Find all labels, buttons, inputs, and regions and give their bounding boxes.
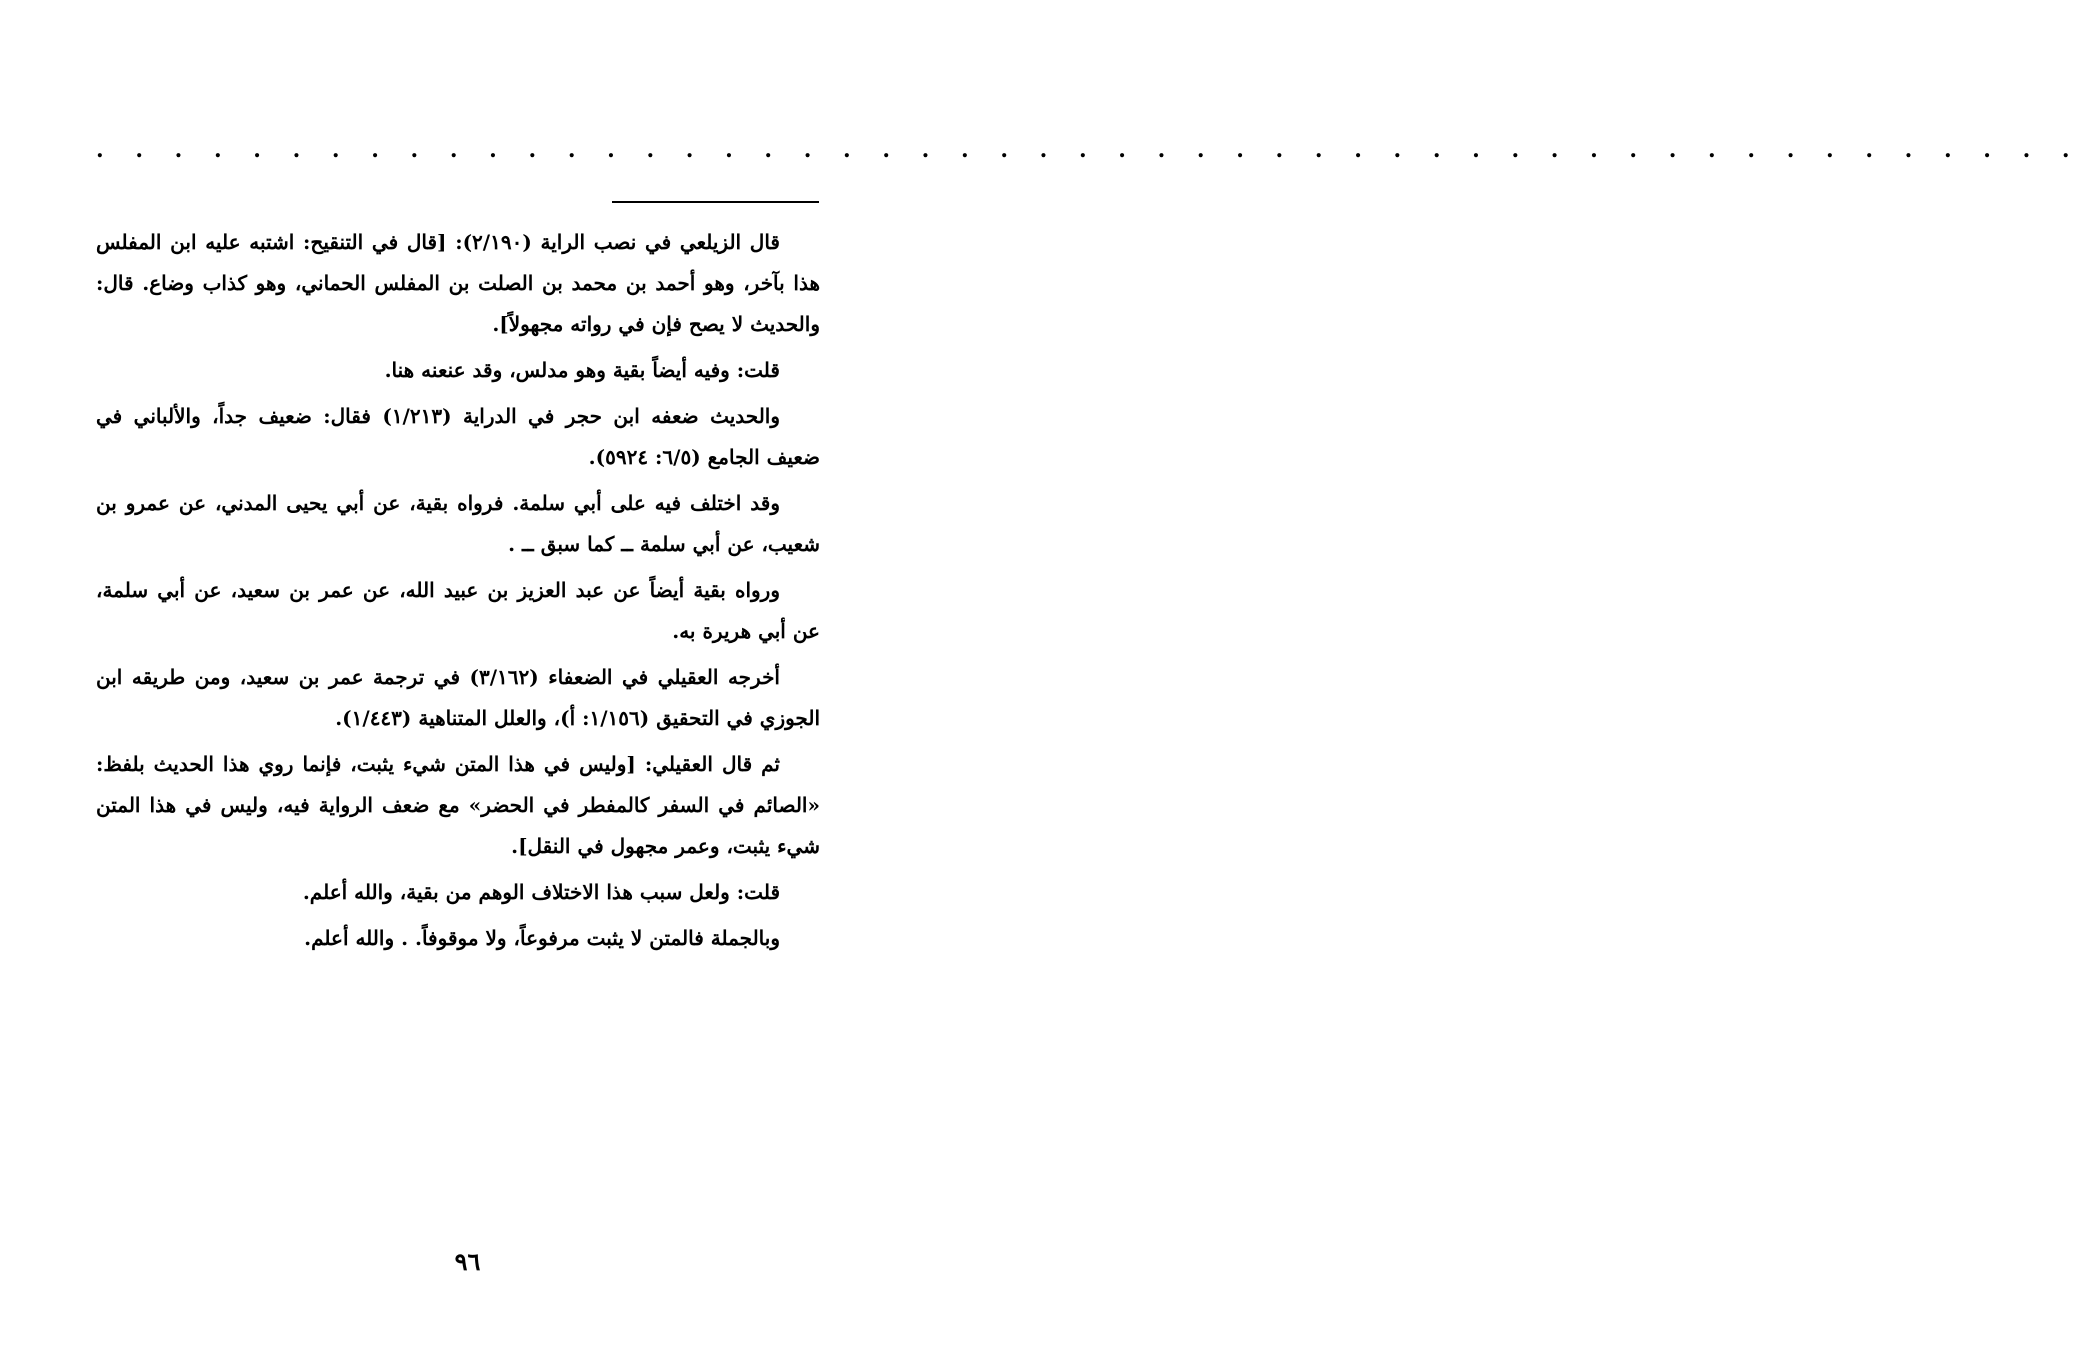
footnote-body [96,222,820,964]
footnote-paragraph-riwaya-ukhra: ورواه بقية أيضاً عن عبد العزيز بن عبيد الله، عن عمر بن سعيد، عن أبي سلمة، عن أبي هريرة به. [96,578,820,643]
footnote-paragraph-takhrij-uqayli: أخرجه العقيلي في الضعفاء (٣/١٦٢) في ترجمة عمر بن سعيد، ومن طريقه ابن الجوزي في التحقيق (١/١٥٦: أ)، والعلل المتناهية (١/٤٤٣). [96,665,820,730]
footnote-paragraph-zaylai: قال الزيلعي في نصب الراية (٢/١٩٠): [قال في التنقيح: اشتبه عليه ابن المفلس هذا بآخر، وهو أحمد بن محمد بن الصلت بن المفلس الحماني، وهو كذاب وضاع. قال: والحديث لا يصح فإن في رواته مجهولاً]. [96,230,820,336]
footnote-paragraph-khulasa: وبالجملة فالمتن لا يثبت مرفوعاً، ولا موقوفاً. . والله أعلم. [304,926,780,950]
footnote-rule [612,201,819,203]
page-number: ٩٦ [454,1247,481,1276]
footnote-paragraph-ikhtilaf: وقد اختلف فيه على أبي سلمة. فرواه بقية، عن أبي يحيى المدني، عن عمرو بن شعيب، عن أبي سلمة ــ كما سبق ــ . [96,491,820,556]
footnote-paragraph-baqiyya-mudallis: قلت: وفيه أيضاً بقية وهو مدلس، وقد عنعنه هنا. [384,358,780,382]
dotted-separator: . . . . . . . . . . . . . . . . . . . . . . . . . . . . . . . . . . . . . . . . . . . . . . . . . . . [96,137,2082,163]
footnote-paragraph-sabab-ikhtilaf: قلت: ولعل سبب هذا الاختلاف الوهم من بقية، والله أعلم. [302,880,780,904]
footnote-paragraph-ibn-hajar: والحديث ضعفه ابن حجر في الدراية (١/٢١٣) فقال: ضعيف جداً، والألباني في ضعيف الجامع (٦/٥: ٥٩٢٤). [96,404,820,469]
footnote-paragraph-qawl-uqayli: ثم قال العقيلي: [وليس في هذا المتن شيء يثبت، فإنما روي هذا الحديث بلفظ: «الصائم في السفر كالمفطر في الحضر» مع ضعف الرواية فيه، وليس في هذا المتن شيء يثبت، وعمر مجهول في النقل]. [96,752,820,858]
